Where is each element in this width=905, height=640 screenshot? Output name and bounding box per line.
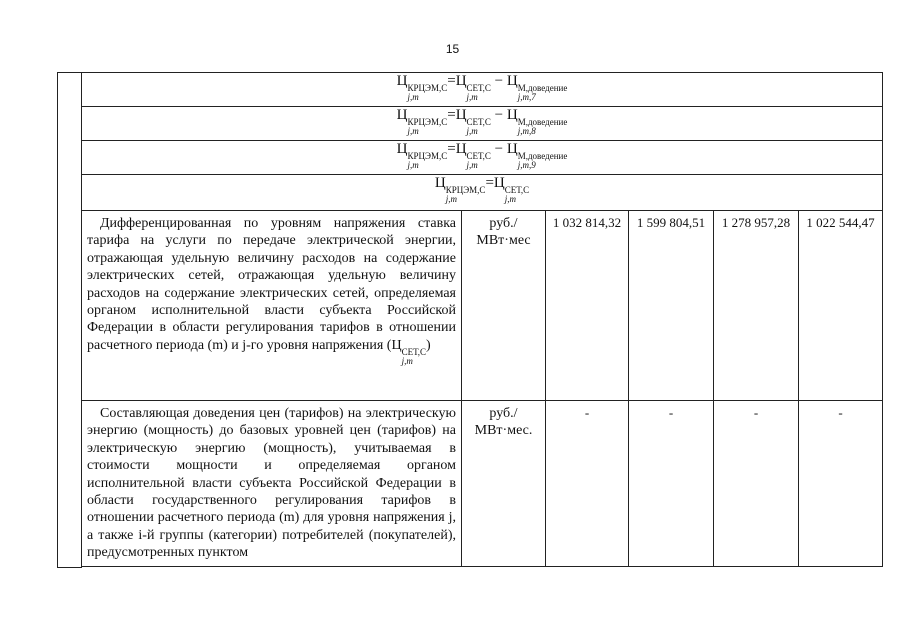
formula-row-4 <box>82 175 883 211</box>
value: 1 022 544,47 <box>806 215 875 230</box>
formula-ded-symbol: Ц <box>506 73 518 89</box>
formula-lhs-sup: КРЦЭМ,C <box>445 185 486 195</box>
value-cell <box>546 401 629 567</box>
formula-lhs-sup: КРЦЭМ,C <box>407 83 448 93</box>
formula-rhs-sup: СЕТ,C <box>466 117 491 127</box>
formula-lhs-symbol: Ц <box>396 73 408 89</box>
formula <box>397 142 568 171</box>
row-description: Составляющая доведения цен (тарифов) на электрическую энергию (мощность) до базовых уровней цен (тарифов) на электрическую энергию (мощность), учитываемая в стоимости мощности и определяемая органом исполнительной власти субъекта Российской Федерации в области государственного регулирования тарифов в отношении расчетного периода (m) для уровня напряжения j, а также i-й группы (категории) потребителей (покупателей), предусмотренных пунктом <box>87 406 456 561</box>
formula-equals: = <box>485 175 494 191</box>
unit-cell <box>462 401 546 567</box>
formula-ded-sup: М,доведение <box>517 117 568 127</box>
formula-rhs-sup: СЕТ,C <box>504 185 530 195</box>
formula-ded-symbol: Ц <box>506 141 518 157</box>
value-cell <box>799 211 883 401</box>
formula-equals: = <box>447 107 456 123</box>
row-description <box>82 211 461 367</box>
formula-lhs-sub: j,m <box>407 160 419 171</box>
formula-rhs-symbol: Ц <box>493 175 505 191</box>
formula-ded-sub: j,m,8 <box>517 126 536 137</box>
value-cell <box>629 211 714 401</box>
value: 1 599 804,51 <box>636 215 706 230</box>
formula-row-1 <box>82 73 883 107</box>
value-cell <box>546 211 629 401</box>
formula-cell <box>82 175 883 211</box>
formula-equals: = <box>447 141 456 157</box>
formula-minus: − <box>490 73 507 89</box>
formula-rhs-sup: СЕТ,C <box>466 83 491 93</box>
formula-lhs-sub: j,m <box>407 126 419 137</box>
row-description-symbol-sub: j,m <box>401 356 413 367</box>
formula-rhs-symbol: Ц <box>455 107 467 123</box>
formula-lhs-sup: КРЦЭМ,C <box>407 151 448 161</box>
value-cell <box>629 401 714 567</box>
row-description-symbol: Ц <box>391 337 402 353</box>
formula-cell <box>82 141 883 175</box>
row-description-cell <box>82 211 462 401</box>
formula-cell <box>82 107 883 141</box>
unit-value: руб./ МВт·мес <box>476 216 531 249</box>
formula-ded-sub: j,m,9 <box>517 160 536 171</box>
formula-rhs-sub: j,m <box>466 160 478 171</box>
formula-lhs-sub: j,m <box>407 92 419 103</box>
formula-equals: = <box>447 73 456 89</box>
formula-lhs-symbol: Ц <box>434 175 446 191</box>
formula-lhs-symbol: Ц <box>396 107 408 123</box>
formula-ded-symbol: Ц <box>506 107 518 123</box>
formula-ded-sub: j,m,7 <box>517 92 536 103</box>
page-number: 15 <box>445 42 460 56</box>
formula-row-2 <box>82 107 883 141</box>
formula-rhs-sub: j,m <box>466 92 478 103</box>
row-description-tail: ) <box>425 337 431 353</box>
formula-rhs-sub: j,m <box>504 194 516 205</box>
value: - <box>584 405 590 420</box>
value-cell <box>799 401 883 567</box>
formula-lhs-symbol: Ц <box>396 141 408 157</box>
left-margin-frame <box>57 72 82 568</box>
row-description-text: Дифференцированная по уровням напряжения ставка тарифа на услуги по передаче электрической энергии, отражающая удельную величину расходов на содержание электрических сетей, отражающая удельную величину расходов на содержание электрических сетей, определяемая органом исполнительной власти субъекта Российской Федерации в области регулирования тарифов в отношении расчетного периода (m) и j-го уровня напряжения ( <box>87 216 456 353</box>
value: - <box>753 405 759 420</box>
value: 1 278 957,28 <box>721 215 791 230</box>
row-description-symbol-sup: СЕТ,C <box>401 346 426 357</box>
row-description-cell <box>82 401 462 567</box>
unit-value: руб./ МВт·мес. <box>474 406 533 439</box>
formula-cell <box>82 73 883 107</box>
formula-lhs-sup: КРЦЭМ,C <box>407 117 448 127</box>
formula-rhs-symbol: Ц <box>455 73 467 89</box>
value-cell <box>714 401 799 567</box>
formula-row-3 <box>82 141 883 175</box>
value-cell <box>714 211 799 401</box>
value: - <box>838 405 843 420</box>
formula-minus: − <box>490 107 507 123</box>
formula-ded-sup: М,доведение <box>517 151 568 161</box>
formula-minus: − <box>490 141 507 157</box>
formula <box>397 74 568 103</box>
unit-cell <box>462 211 546 401</box>
formula-ded-sup: М,доведение <box>517 83 568 93</box>
formula <box>397 108 568 137</box>
value: - <box>668 405 674 420</box>
formula-rhs-symbol: Ц <box>455 141 467 157</box>
formula <box>435 176 529 205</box>
table-row-network-rate <box>82 211 883 401</box>
formula-lhs-sub: j,m <box>445 194 457 205</box>
value: 1 032 814,32 <box>552 215 622 230</box>
formula-rhs-sub: j,m <box>466 126 478 137</box>
table-row-price-adjustment <box>82 401 883 567</box>
formula-rhs-sup: СЕТ,C <box>466 151 491 161</box>
tariff-table <box>81 72 883 567</box>
